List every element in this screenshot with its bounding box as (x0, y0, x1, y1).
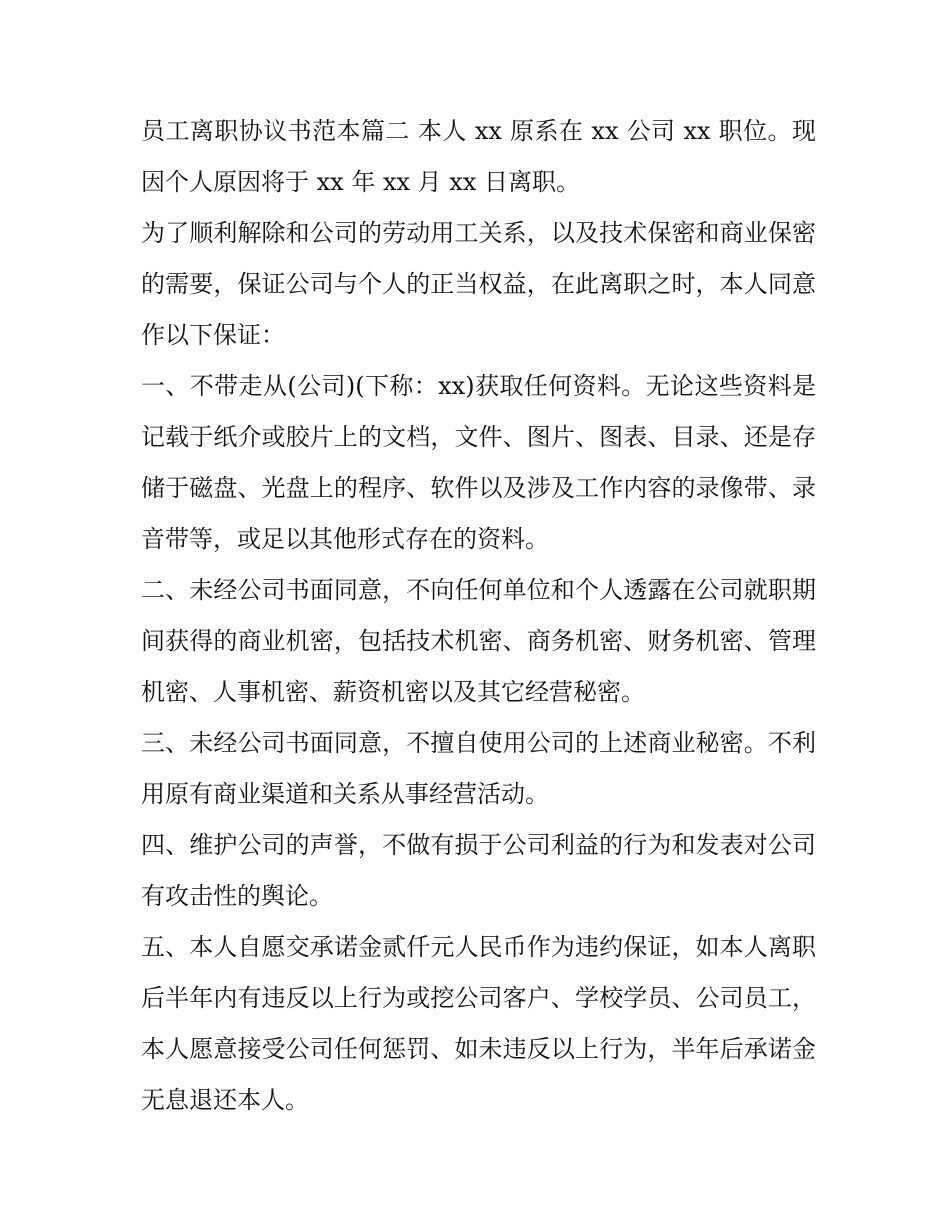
paragraph-clause-2: 二、未经公司书面同意，不向任何单位和个人透露在公司就职期间获得的商业机密，包括技术机密、商务机密、财务机密、管理机密、人事机密、薪资机密以及其它经营秘密。 (141, 576, 816, 706)
paragraph-clause-1: 一、不带走从(公司)(下称：xx)获取任何资料。无论这些资料是记载于纸介或胶片上的文档，文件、图片、图表、目录、还是存储于磁盘、光盘上的程序、软件以及涉及工作内容的录像带、录音带等，或足以其他形式存在的资料。 (141, 372, 816, 553)
paragraph-clause-4: 四、维护公司的声誉，不做有损于公司利益的行为和发表对公司有攻击性的舆论。 (141, 831, 816, 910)
paragraph-intro: 员工离职协议书范本篇二 本人 xx 原系在 xx 公司 xx 职位。现因个人原因将于 xx 年 xx 月 xx 日离职。 (141, 117, 816, 196)
paragraph-clause-5: 五、本人自愿交承诺金贰仟元人民币作为违约保证，如本人离职后半年内有违反以上行为或挖公司客户、学校学员、公司员工，本人愿意接受公司任何惩罚、如未违反以上行为，半年后承诺金无息退还本人。 (141, 933, 816, 1114)
paragraph-purpose: 为了顺利解除和公司的劳动用工关系，以及技术保密和商业保密的需要，保证公司与个人的正当权益，在此离职之时，本人同意作以下保证： (141, 219, 816, 349)
document-body (141, 106, 816, 1126)
paragraph-clause-3: 三、未经公司书面同意，不擅自使用公司的上述商业秘密。不利用原有商业渠道和关系从事经营活动。 (141, 729, 816, 808)
